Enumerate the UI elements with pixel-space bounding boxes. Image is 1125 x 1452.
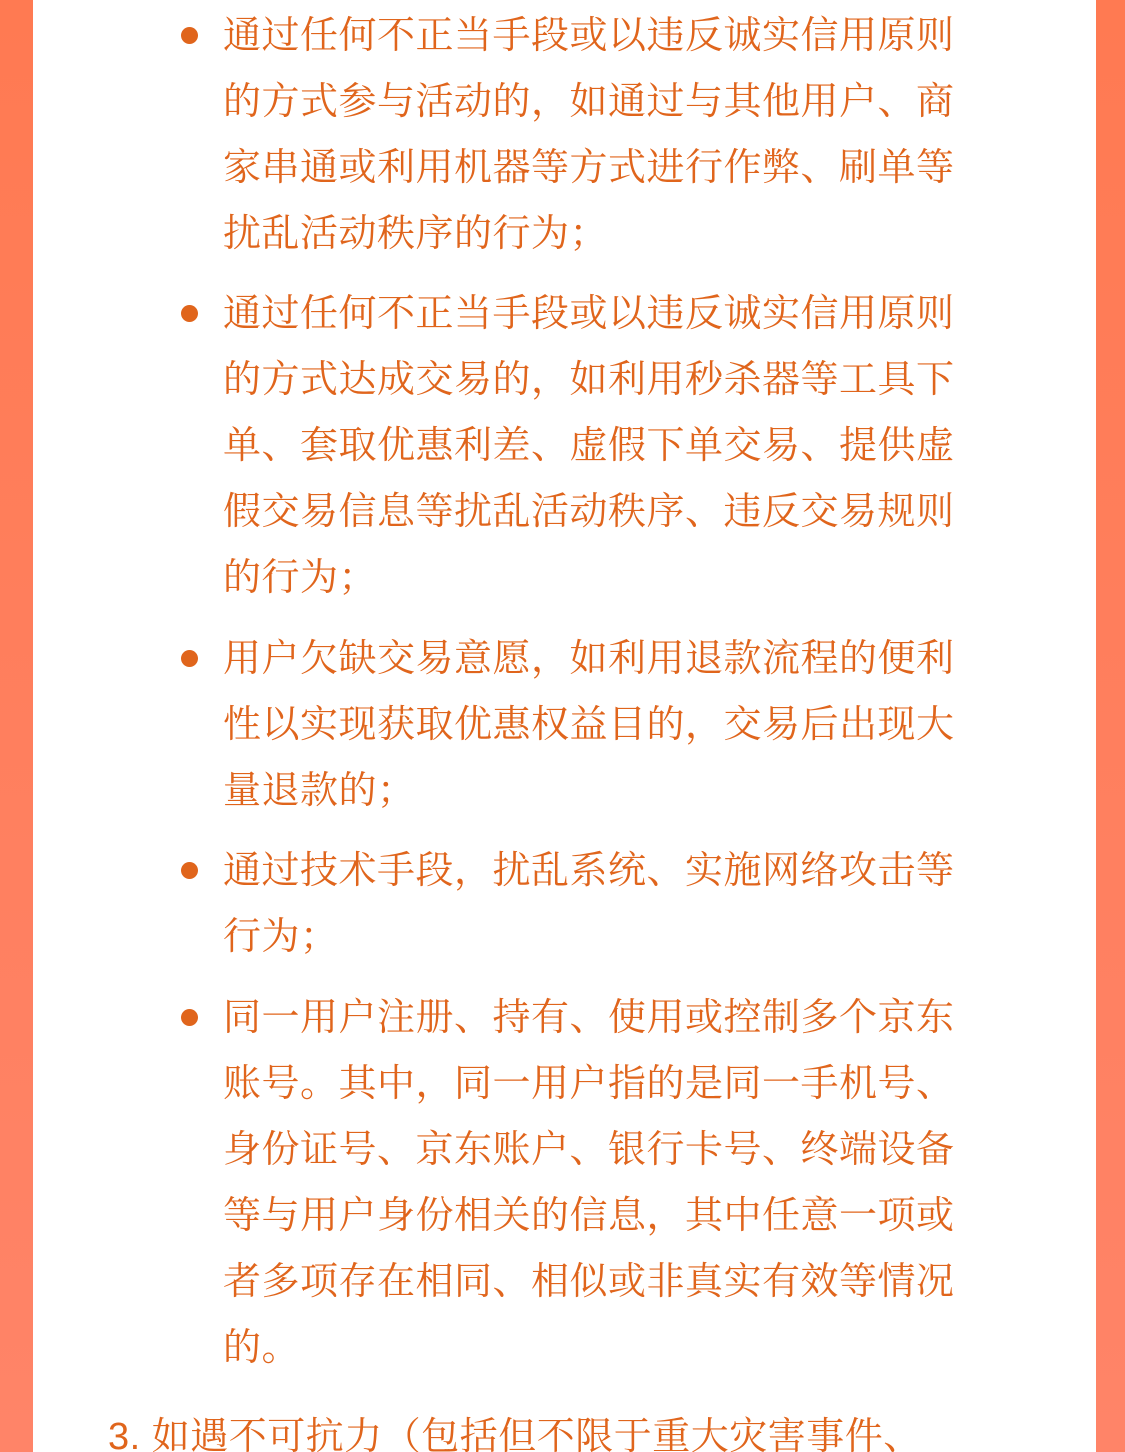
list-item-text: 通过任何不正当手段或以违反诚实信用原则 的方式参与活动的，如通过与其他用户、商 家串通或利用机器等方式进行作弊、刷单等 扰乱活动秩序的行为；	[223, 15, 955, 255]
bullet-dot-icon	[181, 862, 198, 879]
bullet-dot-icon	[181, 305, 198, 322]
numbered-item-3: 3. 如遇不可抗力（包括但不限于重大灾害事件、	[108, 1416, 922, 1452]
list-item-text: 用户欠缺交易意愿，如利用退款流程的便利 性以实现获取优惠权益目的，交易后出现大 量退款的；	[223, 638, 955, 812]
rules-panel	[33, 0, 1096, 1452]
bullet-dot-icon	[181, 27, 198, 44]
list-item-text: 同一用户注册、持有、使用或控制多个京东 账号。其中，同一用户指的是同一手机号、 身份证号、京东账户、银行卡号、终端设备 等与用户身份相关的信息，其中任意一项或 者多项存在相同、相似或非真实有效等情况 的。	[223, 997, 955, 1369]
bullet-dot-icon	[181, 650, 198, 667]
bullet-dot-icon	[181, 1009, 198, 1026]
list-item-text: 通过任何不正当手段或以违反诚实信用原则 的方式达成交易的，如利用秒杀器等工具下 单、套取优惠利差、虚假下单交易、提供虚 假交易信息等扰乱活动秩序、违反交易规则 的行为；	[223, 293, 955, 599]
list-item-text: 通过技术手段，扰乱系统、实施网络攻击等 行为；	[223, 850, 955, 958]
